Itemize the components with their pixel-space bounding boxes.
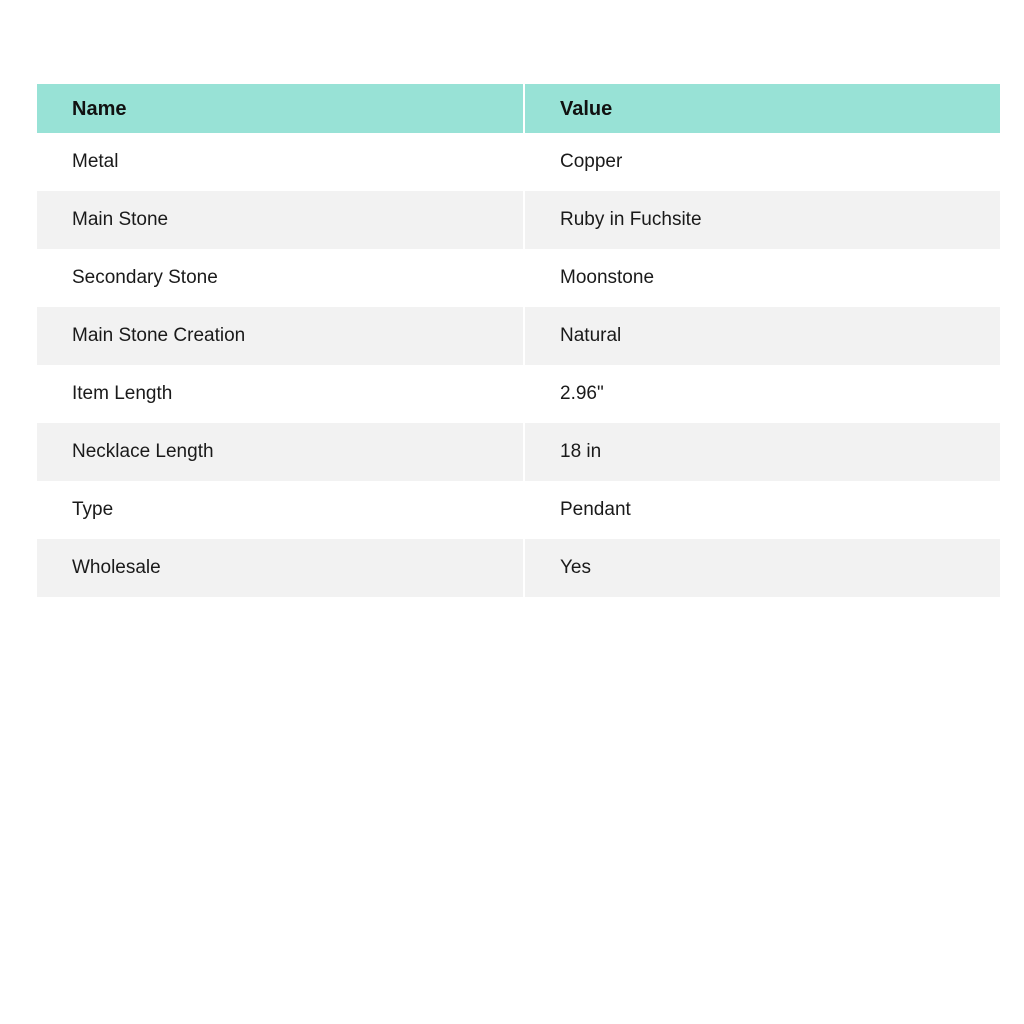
- table-row: [37, 481, 1000, 539]
- attribute-name: Main Stone: [72, 208, 169, 230]
- attribute-value: Ruby in Fuchsite: [523, 191, 1000, 249]
- attribute-value: Copper: [523, 133, 1000, 191]
- attribute-name: Type: [72, 498, 114, 520]
- table-row: [37, 539, 1000, 597]
- attribute-value: 18 in: [523, 423, 1000, 481]
- table-row: [37, 423, 1000, 481]
- table-row: [37, 365, 1000, 423]
- attribute-value: 2.96": [523, 365, 1000, 423]
- attribute-name: Metal: [72, 150, 119, 172]
- attribute-name: Secondary Stone: [72, 266, 218, 288]
- attribute-name: Necklace Length: [72, 440, 214, 462]
- attribute-name: Item Length: [72, 382, 173, 404]
- attribute-value: Natural: [523, 307, 1000, 365]
- table-row: [37, 191, 1000, 249]
- table-body: [37, 133, 1000, 597]
- attribute-value: Pendant: [523, 481, 1000, 539]
- column-header-value: Value: [523, 84, 1000, 133]
- table-header-row: [37, 84, 1000, 133]
- attribute-name: Wholesale: [72, 556, 161, 578]
- attribute-name: Main Stone Creation: [72, 324, 246, 346]
- product-attributes-table: [37, 84, 1000, 597]
- table-row: [37, 307, 1000, 365]
- attribute-value: Yes: [523, 539, 1000, 597]
- table-row: [37, 133, 1000, 191]
- column-header-name: Name: [72, 97, 127, 120]
- attribute-value: Moonstone: [523, 249, 1000, 307]
- table-row: [37, 249, 1000, 307]
